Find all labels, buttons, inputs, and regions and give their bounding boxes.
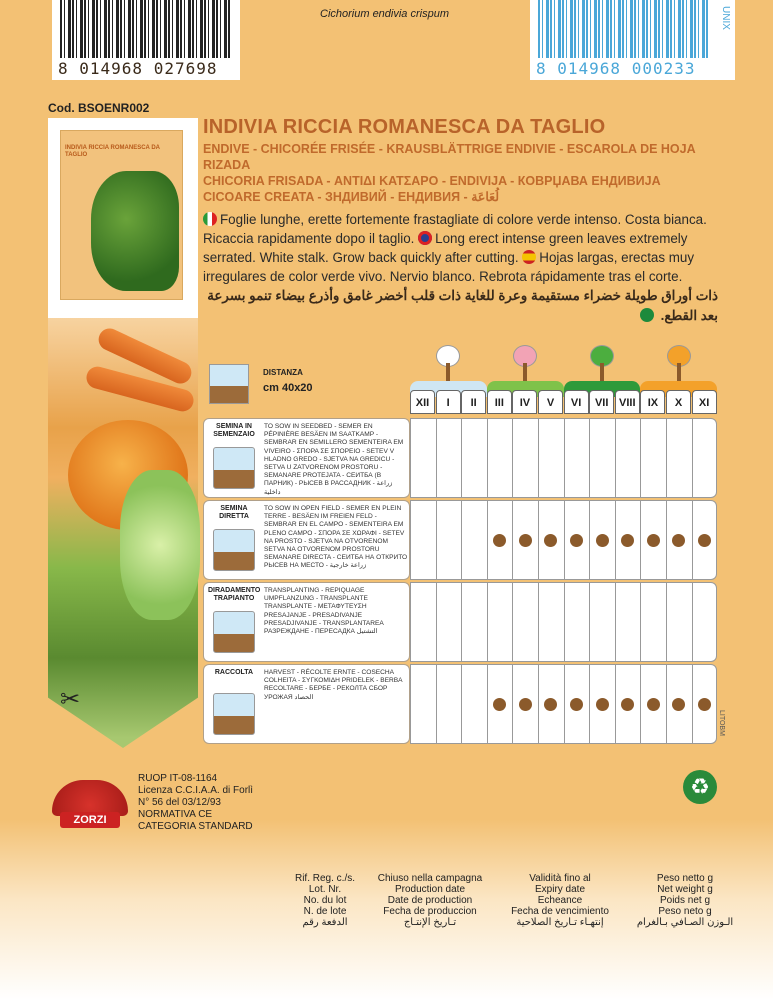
- calendar-cell-divider: [436, 582, 437, 662]
- calendar-cell-divider: [615, 582, 616, 662]
- activity-dot: [647, 698, 660, 711]
- calendar-cell-divider: [640, 500, 641, 580]
- certification-line: RUOP IT-08-1164: [138, 773, 218, 784]
- calendar-cell-divider: [589, 500, 590, 580]
- footer-line: No. du lot: [303, 895, 347, 906]
- footer-weight: [630, 873, 740, 928]
- activity-dot: [698, 698, 711, 711]
- certification-line: NORMATIVA CE: [138, 809, 213, 820]
- footer-expiry: [495, 873, 625, 928]
- calendar-cell-divider: [666, 418, 667, 498]
- row-title: RACCOLTA: [214, 669, 254, 676]
- month-header: VI: [564, 390, 589, 414]
- description: [203, 210, 723, 286]
- calendar-cell-divider: [692, 582, 693, 662]
- footer-line: إنتهـاء تـاريخ الصلاحية: [516, 917, 604, 928]
- activity-dot: [544, 534, 557, 547]
- footer-line: Poids net g: [659, 895, 711, 906]
- latin-name: Cichorium endivia crispum: [320, 8, 449, 20]
- row-description: TO SOW IN OPEN FIELD - SEMER EN PLEIN TERRE - BESÄEN IM FREIEN FELD - SEMBRAR EN EL CAMPO - SEMENTEIRA EM PLENO CAMPO - ΣΠΟΡΑ ΣΕ ΧΩΡΑΦΙ - SETEV NA PROSTO - SJETVA NA OTVORENOM SETVA NA OTVORENOM PROSTORU SEMANARE DIRECTA - СЕИТБА НА ОТКРИТО РЫСЕВ НА МЕСТО - زراعة خارجية: [264, 505, 408, 570]
- zorzi-logo: [50, 780, 130, 832]
- barcode-left-number: 8 014968 027698: [58, 59, 218, 78]
- distance-value: cm 40x20: [263, 382, 313, 394]
- description-en: Long erect intense green leaves extremely serrated. White stalk. Grow back quickly after cutting.: [203, 231, 688, 265]
- activity-dot: [519, 698, 532, 711]
- activity-dot: [621, 534, 634, 547]
- recycle-icon: ♻: [683, 770, 717, 804]
- calendar-cell-divider: [436, 500, 437, 580]
- row-description: HARVEST - RÉCOLTE ERNTE - COSECHA COLHEITA - ΣΥΓΚΟΜΙΔΗ PRIDELEK - BERBA RECOLTARE - БЕРБЕ - РЕКОЛТА СБОР УРОЖАЯ الحصاد: [264, 669, 403, 701]
- lettuce-image: [120, 470, 200, 620]
- row-title: DIRADAMENTO TRAPIANTO: [208, 587, 261, 602]
- mini-seed-packet-image: [60, 130, 183, 300]
- spain-flag-icon: [522, 250, 536, 264]
- activity-dot: [570, 534, 583, 547]
- calendar-cell-divider: [640, 582, 641, 662]
- activity-dot: [544, 698, 557, 711]
- footer-line: تـاريخ الإنتـاج: [403, 917, 457, 928]
- calendar-cell-divider: [538, 418, 539, 498]
- calendar-cell-divider: [487, 664, 488, 744]
- calendar-cell-divider: [461, 664, 462, 744]
- barcode-right-number: 8 014968 000233: [536, 59, 696, 78]
- calendar-row-label: [203, 582, 410, 662]
- logo-text: ZORZI: [60, 812, 120, 828]
- description-es: Hojas largas, erectas muy irregulares de color verde vivo. Nervio blanco. Rebrota rápidamente tras el corte.: [203, 250, 695, 284]
- calendar-cell-divider: [461, 500, 462, 580]
- month-header: II: [461, 390, 486, 414]
- footer-line: Expiry date: [534, 884, 586, 895]
- footer-line: Echeance: [537, 895, 583, 906]
- print-code: LITOBM: [718, 710, 725, 736]
- month-header: XII: [410, 390, 435, 414]
- calendar-cell-divider: [538, 500, 539, 580]
- footer-line: Validità fino al: [529, 873, 591, 884]
- footer-line: Peso netto g: [656, 873, 714, 884]
- calendar-cell-divider: [512, 664, 513, 744]
- endive-leaf-image: [91, 171, 179, 291]
- season-tree-icon: [664, 345, 694, 381]
- distance-icon: [209, 364, 249, 404]
- subtitle-line-3: CICOARE CREATA - ЗНДИВИЙ - ЕНДИВИЯ - لُعَاعَة: [203, 190, 500, 204]
- activity-dot: [596, 698, 609, 711]
- calendar-cell-divider: [512, 500, 513, 580]
- scissors-icon: ✂: [60, 686, 81, 713]
- barcode-right-code: UNIX: [720, 6, 731, 30]
- month-header: V: [538, 390, 563, 414]
- footer-line: N. de lote: [303, 906, 347, 917]
- calendar-cell-divider: [461, 418, 462, 498]
- calendar-cell-divider: [487, 582, 488, 662]
- calendar-cell-divider: [589, 582, 590, 662]
- footer-production: [370, 873, 490, 928]
- calendar-cell-divider: [564, 582, 565, 662]
- calendar-row-label: [203, 418, 410, 498]
- barcode-left: [52, 0, 240, 80]
- certification-info: [138, 773, 253, 833]
- calendar-cell-divider: [692, 500, 693, 580]
- row-activity-icon: [213, 611, 255, 653]
- sowing-calendar: [203, 340, 718, 750]
- barcode-right: [530, 0, 735, 80]
- footer-line: Chiuso nella campagna: [377, 873, 483, 884]
- month-header: X: [666, 390, 691, 414]
- activity-dot: [570, 698, 583, 711]
- activity-dot: [493, 534, 506, 547]
- certification-line: Licenza C.C.I.A.A. di Forlì: [138, 785, 254, 796]
- calendar-cell-divider: [666, 582, 667, 662]
- footer-line: Peso neto g: [658, 906, 712, 917]
- calendar-cell-divider: [436, 418, 437, 498]
- calendar-cell-divider: [615, 418, 616, 498]
- calendar-cell-divider: [564, 664, 565, 744]
- calendar-cell-divider: [640, 664, 641, 744]
- calendar-cell-divider: [615, 500, 616, 580]
- distance-label: DISTANZA: [263, 368, 303, 377]
- month-header: XI: [692, 390, 717, 414]
- month-header: VIII: [615, 390, 640, 414]
- description-ar: ذات أوراق طويلة خضراء مستقيمة وعرة للغاية ذات قلب أخضر غامق وأذرع بيضاء تنمو بسرعة بعد القطع.: [207, 288, 718, 323]
- calendar-cell-divider: [538, 664, 539, 744]
- calendar-cell-divider: [564, 418, 565, 498]
- activity-dot: [647, 534, 660, 547]
- month-header: III: [487, 390, 512, 414]
- season-tree-icon: [433, 345, 463, 381]
- row-title: SEMINA DIRETTA: [219, 505, 249, 520]
- activity-dot: [672, 534, 685, 547]
- arabic-flag-icon: [640, 308, 654, 322]
- month-header: VII: [589, 390, 614, 414]
- row-activity-icon: [213, 447, 255, 489]
- row-description: TRANSPLANTING - REPIQUAGE UMPFLANZUNG - TRANSPLANTE TRANSPLANTE - ΜΕΤΑΦΥΤΕΥΣΗ PRESAJANJE - PRESADIVANJE PRESADJIVANJE - TRANSPLANTAREA РАЗРЕЖДАНЕ - ПЕРЕСАДКА التشتيل: [264, 587, 384, 636]
- calendar-cell-divider: [436, 664, 437, 744]
- month-grid: [410, 340, 718, 750]
- row-description: TO SOW IN SEEDBED - SEMER EN PÉPINIÈRE BESÄEN IM SAATKAMP - SEMBRAR EN SEMILLERO SEMENTEIRA EM VIVEIRO - ΣΠΟΡΑ ΣΕ ΣΠΟΡΕΙΟ - SETEV V HLADNO GREDO - SJETVA NA GREDICU - SETVA U ZATVORENOM PROSTORU - SEMANARE PROTEJATA - СЕИТБА (В ПАРНИК) - РЫСЕВ В РАССАДНИК - زراعة داخلية: [264, 423, 404, 496]
- row-title: SEMINA IN SEMENZAIO: [213, 423, 255, 438]
- minipack-title: INDIVIA RICCIA ROMANESCA DA TAGLIO: [65, 145, 160, 158]
- activity-dot: [493, 698, 506, 711]
- description-it: Foglie lunghe, erette fortemente frastagliate di colore verde intenso. Costa bianca. Ricaccia rapidamente dopo il taglio.: [203, 212, 707, 246]
- row-activity-icon: [213, 529, 255, 571]
- footer-line: Lot. Nr.: [308, 884, 342, 895]
- calendar-cell-divider: [666, 664, 667, 744]
- activity-dot: [596, 534, 609, 547]
- calendar-cell-divider: [615, 664, 616, 744]
- footer-line: Fecha de produccion: [383, 906, 477, 917]
- calendar-cell-divider: [512, 418, 513, 498]
- calendar-row-label: [203, 500, 410, 580]
- calendar-cell-divider: [538, 582, 539, 662]
- activity-dot: [519, 534, 532, 547]
- activity-dot: [698, 534, 711, 547]
- footer-line: Net weight g: [657, 884, 713, 895]
- certification-line: CATEGORIA STANDARD: [138, 821, 253, 832]
- subtitle-line-2: CHICORIA FRISADA - ΑΝΤΙΔΙ ΚΑΤΣΑΡΟ - ENDIVIJA - КОВРЏАВА ЕНДИВИЈА: [203, 174, 661, 188]
- calendar-cell-divider: [692, 664, 693, 744]
- product-title: INDIVIA RICCIA ROMANESCA DA TAGLIO: [203, 116, 606, 138]
- season-tree-icon: [587, 345, 617, 381]
- footer-line: الـوزن الصـافي بـالغرام: [636, 917, 734, 928]
- footer-line: Fecha de vencimiento: [511, 906, 609, 917]
- footer-line: Date de production: [387, 895, 473, 906]
- italy-flag-icon: [203, 212, 217, 226]
- calendar-cell-divider: [487, 500, 488, 580]
- certification-line: N° 56 del 03/12/93: [138, 797, 221, 808]
- footer-lot: [280, 873, 370, 928]
- activity-dot: [621, 698, 634, 711]
- calendar-row-label: [203, 664, 410, 744]
- calendar-cell-divider: [461, 582, 462, 662]
- calendar-cell-divider: [512, 582, 513, 662]
- footer-line: الدفعة رقم: [302, 917, 348, 928]
- product-code: Cod. BSOENR002: [48, 101, 150, 115]
- calendar-cell-divider: [640, 418, 641, 498]
- calendar-cell-divider: [589, 664, 590, 744]
- calendar-cell-divider: [692, 418, 693, 498]
- calendar-cell-divider: [564, 500, 565, 580]
- calendar-cell-divider: [487, 418, 488, 498]
- month-header: IX: [640, 390, 665, 414]
- calendar-cell-divider: [589, 418, 590, 498]
- season-tree-icon: [510, 345, 540, 381]
- row-activity-icon: [213, 693, 255, 735]
- subtitle-line-1: ENDIVE - CHICORÉE FRISÉE - KRAUSBLÄTTRIGE ENDIVIE - ESCAROLA DE HOJA RIZADA: [203, 142, 696, 172]
- activity-dot: [672, 698, 685, 711]
- footer-line: Rif. Reg. c./s.: [294, 873, 355, 884]
- description-arabic: [203, 286, 718, 326]
- month-header: IV: [512, 390, 537, 414]
- uk-flag-icon: [418, 231, 432, 245]
- footer-line: Production date: [394, 884, 466, 895]
- calendar-cell-divider: [666, 500, 667, 580]
- month-header: I: [436, 390, 461, 414]
